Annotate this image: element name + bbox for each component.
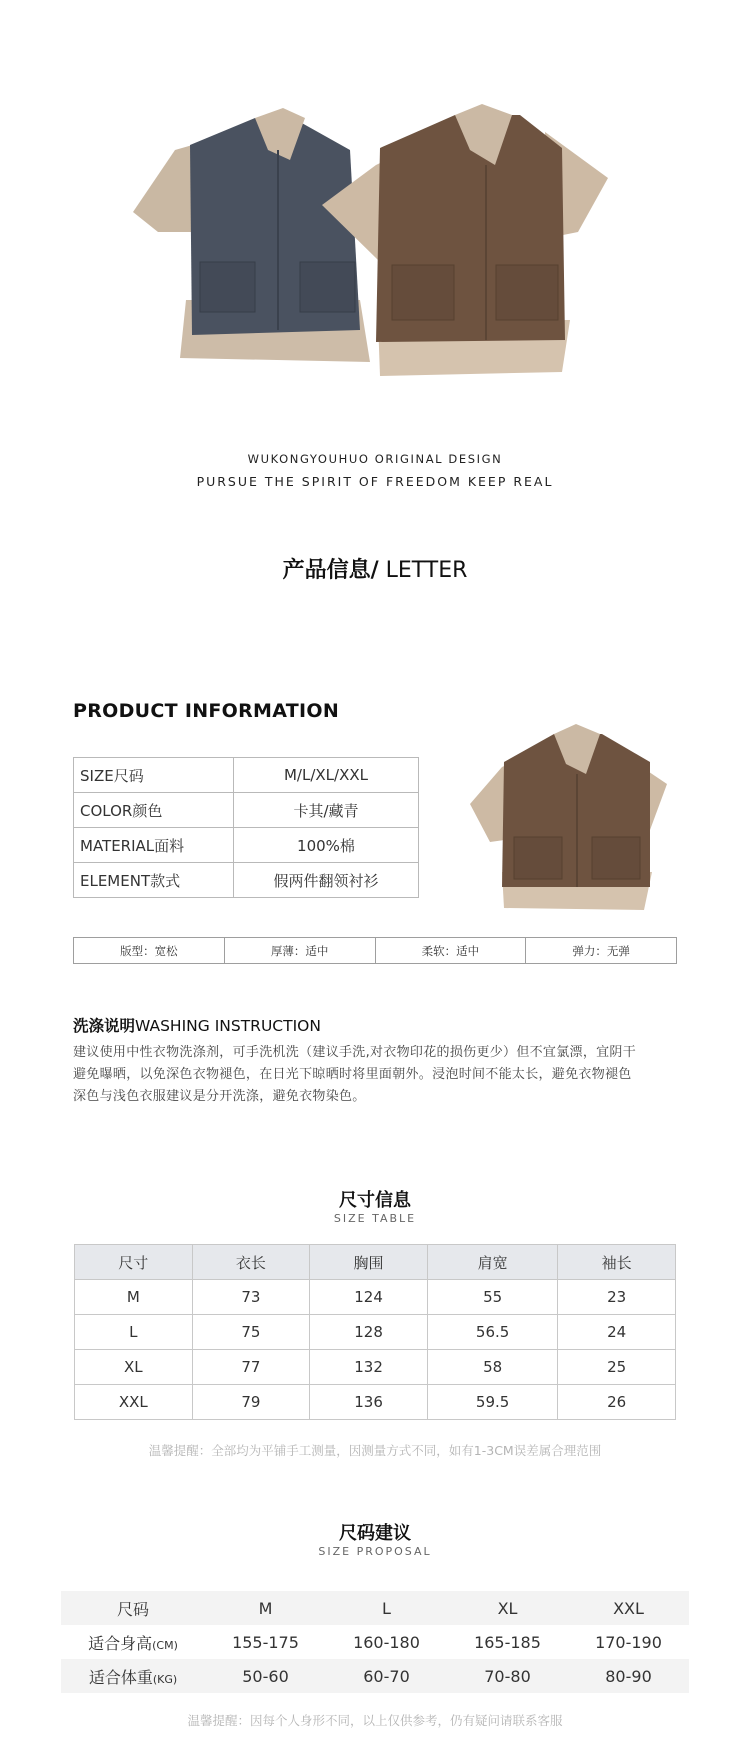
table-cell: 24 [558, 1315, 676, 1350]
table-cell: 25 [558, 1350, 676, 1385]
washing-line: 建议使用中性衣物洗涤剂，可手洗机洗（建议手洗,对衣物印花的损伤更少）但不宜氯漂，宜阴干 [73, 1045, 637, 1060]
product-info-title [0, 553, 750, 584]
spec-value: 100%棉 [234, 828, 419, 863]
size-proposal-table [61, 1591, 689, 1693]
table-cell: 77 [192, 1350, 310, 1385]
table-cell: 124 [310, 1280, 428, 1315]
header-cell: 肩宽 [427, 1245, 557, 1280]
size-table-note: 温馨提醒：全部均为平铺手工测量，因测量方式不同，如有1-3CM误差属合理范围 [148, 1443, 602, 1458]
table-cell: XXL [75, 1385, 193, 1420]
proposal-header-row [61, 1591, 689, 1625]
washing-line: 避免曝晒，以免深色衣物褪色，在日光下晾晒时将里面朝外。浸泡时间不能太长，避免衣物褪色 [73, 1067, 632, 1082]
size-table [74, 1244, 676, 1420]
size-table-header [75, 1245, 676, 1280]
proposal-cell: 160-180 [353, 1632, 420, 1652]
table-row [75, 1280, 676, 1315]
washing-line: 深色与浅色衣服建议是分开洗涤，避免衣物染色。 [73, 1089, 366, 1104]
height-unit: (CM) [152, 1638, 178, 1652]
table-cell: 73 [192, 1280, 310, 1315]
navy-vest-shirt [133, 108, 370, 362]
product-info-title-cn: 产品信息/ [282, 558, 379, 583]
header-cell: 衣长 [192, 1245, 310, 1280]
proposal-row-label [61, 1625, 205, 1659]
spec-label: SIZE尺码 [74, 758, 234, 793]
fit-attributes-table [73, 937, 677, 964]
proposal-cell: 165-185 [474, 1632, 541, 1652]
size-table-title: 尺寸信息 [339, 1190, 411, 1211]
header-cell: 胸围 [310, 1245, 428, 1280]
proposal-cell: 50-60 [205, 1659, 326, 1693]
weight-label: 适合体重 [88, 1667, 153, 1687]
spec-row [74, 828, 419, 863]
table-cell: 55 [427, 1280, 557, 1315]
size-proposal-subtitle: SIZE PROPOSAL [318, 1545, 432, 1558]
brand-tagline-2: PURSUE THE SPIRIT OF FREEDOM KEEP REAL [196, 474, 554, 489]
proposal-row-label [61, 1659, 205, 1693]
header-cell: 袖长 [558, 1245, 676, 1280]
table-cell: 132 [310, 1350, 428, 1385]
brand-tagline-1: WUKONGYOUHUO ORIGINAL DESIGN [247, 452, 503, 466]
attribute-elasticity: 弹力：无弹 [526, 938, 677, 964]
table-row [75, 1385, 676, 1420]
proposal-cell: 155-175 [232, 1632, 299, 1652]
table-cell: 56.5 [427, 1315, 557, 1350]
proposal-cell: 60-70 [326, 1659, 447, 1693]
table-row [75, 1315, 676, 1350]
table-cell: XL [75, 1350, 193, 1385]
hero-product-image [0, 0, 750, 420]
washing-title-en: WASHING INSTRUCTION [135, 1017, 321, 1035]
spec-row [74, 863, 419, 898]
proposal-cell: 80-90 [568, 1659, 689, 1693]
spec-row [74, 758, 419, 793]
table-cell: 136 [310, 1385, 428, 1420]
proposal-cell: XL [447, 1591, 568, 1625]
proposal-cell: 70-80 [447, 1659, 568, 1693]
weight-unit: (KG) [152, 1672, 178, 1686]
product-info-title-en: LETTER [378, 558, 468, 583]
spec-label: MATERIAL面料 [74, 828, 234, 863]
header-cell: 尺寸 [75, 1245, 193, 1280]
size-table-subtitle: SIZE TABLE [333, 1212, 417, 1225]
table-cell: 75 [192, 1315, 310, 1350]
table-cell: L [75, 1315, 193, 1350]
product-thumbnail [462, 712, 687, 912]
table-cell: 23 [558, 1280, 676, 1315]
size-proposal-title: 尺码建议 [339, 1523, 411, 1544]
attribute-thickness: 厚薄：适中 [224, 938, 375, 964]
size-proposal-note: 温馨提醒：因每个人身形不同，以上仅供参考，仍有疑问请联系客服 [187, 1713, 563, 1728]
proposal-weight-row [61, 1659, 689, 1693]
proposal-cell: L [326, 1591, 447, 1625]
proposal-cell: M [205, 1591, 326, 1625]
table-cell: 79 [192, 1385, 310, 1420]
attribute-softness: 柔软：适中 [375, 938, 526, 964]
table-row [75, 1350, 676, 1385]
attribute-fit: 版型：宽松 [74, 938, 225, 964]
table-cell: 58 [427, 1350, 557, 1385]
spec-value: 假两件翻领衬衫 [234, 863, 419, 898]
proposal-height-row [61, 1625, 689, 1659]
table-cell: 128 [310, 1315, 428, 1350]
spec-table [73, 757, 419, 898]
washing-instructions [73, 1042, 683, 1108]
height-label: 适合身高 [88, 1633, 153, 1653]
proposal-cell: 170-190 [595, 1632, 662, 1652]
table-cell: 26 [558, 1385, 676, 1420]
washing-title [73, 1014, 321, 1036]
table-cell: 59.5 [427, 1385, 557, 1420]
proposal-cell: 尺码 [61, 1591, 205, 1625]
spec-value: M/L/XL/XXL [234, 758, 419, 793]
washing-title-cn: 洗涤说明 [73, 1017, 136, 1035]
spec-value: 卡其/藏青 [234, 793, 419, 828]
spec-label: COLOR颜色 [74, 793, 234, 828]
table-cell: M [75, 1280, 193, 1315]
product-information-heading: PRODUCT INFORMATION [73, 700, 340, 722]
spec-row [74, 793, 419, 828]
spec-label: ELEMENT款式 [74, 863, 234, 898]
proposal-cell: XXL [568, 1591, 689, 1625]
